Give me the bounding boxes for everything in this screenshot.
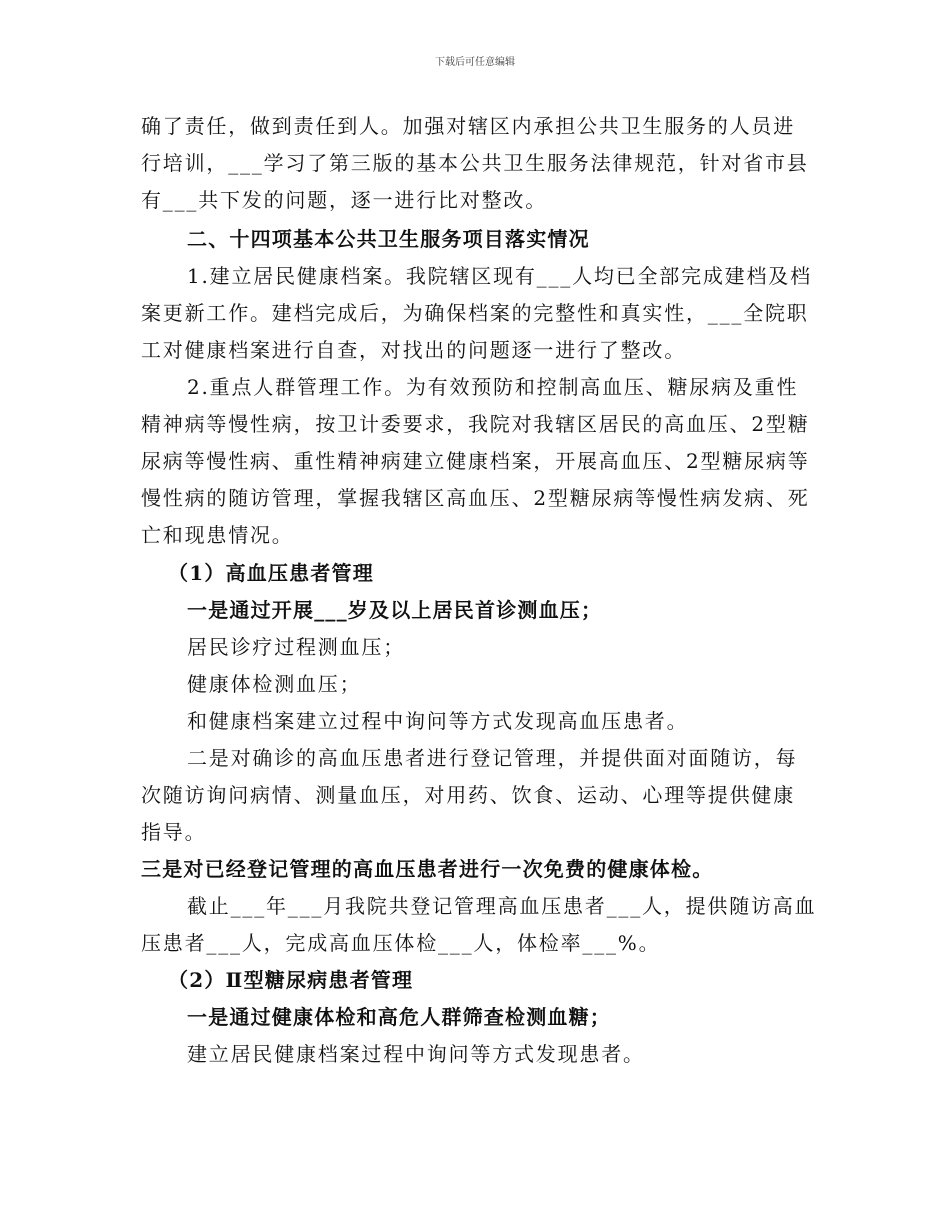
paragraph-line: 指导。 — [141, 820, 207, 844]
paragraph-line: 健康体检测血压； — [187, 672, 362, 696]
paragraph-line: 1.建立居民健康档案。我院辖区现有___人均已全部完成建档及档 — [187, 264, 812, 288]
subsection-heading: （1）高血压患者管理 — [168, 561, 374, 585]
paragraph-line: 截止___年___月我院共登记管理高血压患者___人，提供随访高血 — [187, 894, 817, 918]
bold-paragraph-line: 一是通过开展___岁及以上居民首诊测血压； — [187, 598, 603, 622]
paragraph-line: 和健康档案建立过程中询问等方式发现高血压患者。 — [187, 709, 689, 733]
paragraph-line: 二是对确诊的高血压患者进行登记管理，并提供面对面随访，每 — [187, 746, 798, 770]
section-heading: 二、十四项基本公共卫生服务项目落实情况 — [187, 227, 590, 251]
subsection-heading: （2）Ⅱ型糖尿病患者管理 — [168, 968, 414, 992]
paragraph-line: 有___共下发的问题，逐一进行比对整改。 — [141, 188, 547, 212]
paragraph-line: 精神病等慢性病，按卫计委要求，我院对我辖区居民的高血压、2型糖 — [141, 412, 810, 436]
paragraph-line: 次随访询问病情、测量血压，对用药、饮食、运动、心理等提供健康 — [141, 783, 795, 807]
page-header: 下载后可任意编辑 — [435, 57, 515, 68]
paragraph-line: 2.重点人群管理工作。为有效预防和控制高血压、糖尿病及重性 — [187, 375, 799, 399]
paragraph-line: 案更新工作。建档完成后，为确保档案的完整性和真实性，___全院职 — [141, 301, 809, 325]
paragraph-line: 建立居民健康档案过程中询问等方式发现患者。 — [187, 1042, 645, 1066]
paragraph-line: 亡和现患情况。 — [141, 523, 294, 547]
paragraph-line: 压患者___人，完成高血压体检___人，体检率___%。 — [141, 931, 661, 955]
paragraph-line: 行培训，___学习了第三版的基本公共卫生服务法律规范，针对省市县 — [141, 151, 809, 175]
paragraph-line: 尿病等慢性病、重性精神病建立健康档案，开展高血压、2型糖尿病等 — [141, 449, 810, 473]
paragraph-line: 慢性病的随访管理，掌握我辖区高血压、2型糖尿病等慢性病发病、死 — [141, 486, 810, 510]
paragraph-line: 工对健康档案进行自查，对找出的问题逐一进行了整改。 — [141, 338, 686, 362]
bold-paragraph-line: 三是对已经登记管理的高血压患者进行一次免费的健康体检。 — [141, 857, 714, 881]
paragraph-line: 居民诊疗过程测血压； — [187, 635, 405, 659]
paragraph-line: 确了责任，做到责任到人。加强对辖区内承担公共卫生服务的人员进 — [141, 114, 795, 138]
bold-paragraph-line: 一是通过健康体检和高危人群筛查检测血糖； — [187, 1005, 611, 1029]
